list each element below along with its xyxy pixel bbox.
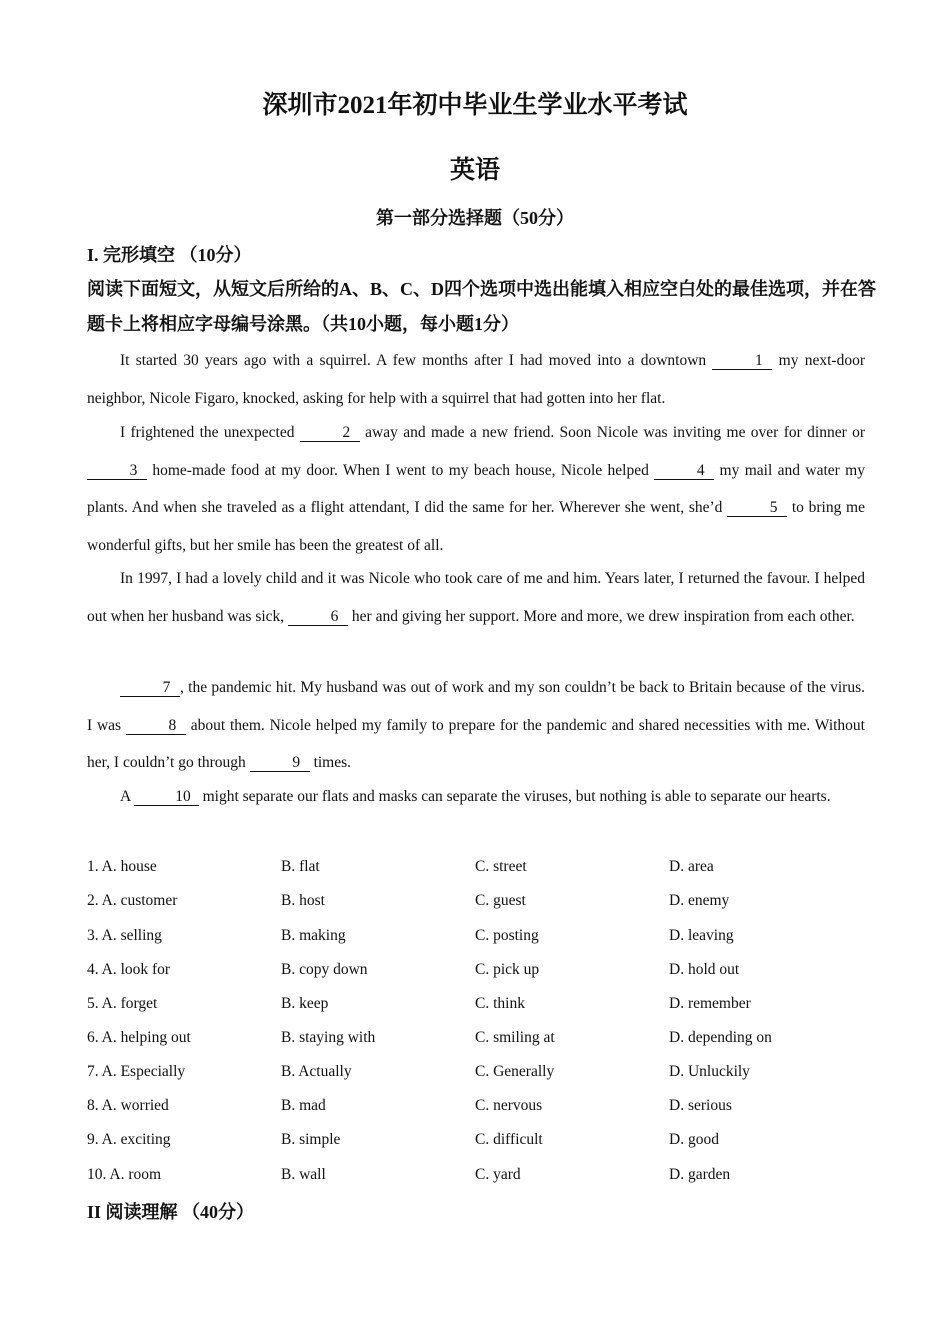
option-c: C. yard <box>475 1166 521 1183</box>
option-d: D. remember <box>669 995 751 1012</box>
option-row-7 <box>87 1063 867 1085</box>
option-d: D. serious <box>669 1097 732 1114</box>
passage-text: A <box>120 788 135 805</box>
option-c: C. Generally <box>475 1063 555 1080</box>
option-row-4 <box>87 961 867 983</box>
subject-title: 英语 <box>449 157 500 184</box>
option-a: 6. A. helping out <box>87 1029 191 1046</box>
option-b: B. flat <box>281 858 320 875</box>
option-a: 7. A. Especially <box>87 1063 186 1080</box>
option-d: D. hold out <box>669 961 740 978</box>
option-c: C. difficult <box>475 1131 543 1148</box>
option-c: C. smiling at <box>475 1029 555 1046</box>
passage-text: times. <box>309 754 352 771</box>
blank-1: 1 <box>712 353 772 370</box>
option-a: 4. A. look for <box>87 961 171 978</box>
passage-paragraph-4 <box>87 669 865 782</box>
passage-text: I frightened the unexpected <box>120 424 300 441</box>
option-a: 2. A. customer <box>87 892 178 909</box>
passage-text: about them. Nicole helped my family to prepare for the pandemic and shared necessities with me. Without her, I couldn’t go through <box>87 716 865 771</box>
passage-text: her and giving her support. More and more, we drew inspiration from each other. <box>348 607 855 625</box>
option-d: D. good <box>669 1131 719 1148</box>
blank-2: 2 <box>300 425 360 442</box>
option-c: C. posting <box>475 927 539 944</box>
option-row-5 <box>87 995 867 1017</box>
blank-7: 7 <box>120 680 180 697</box>
option-c: C. street <box>475 858 527 875</box>
blank-8: 8 <box>126 718 186 735</box>
blank-6: 6 <box>288 609 348 626</box>
option-d: D. depending on <box>669 1029 772 1046</box>
option-d: D. garden <box>669 1166 731 1183</box>
passage-text: might separate our flats and masks can separate the viruses, but nothing is able to separate our hearts. <box>198 788 831 805</box>
passage-text: to bring me wonderful gifts, but her smile has been the greatest of all. <box>87 499 865 554</box>
option-row-8 <box>87 1097 867 1119</box>
passage-text: In 1997, I had a lovely child and it was Nicole who took care of me and him. Years later, I returned the favour. I helped out when her husband was sick, <box>87 570 865 625</box>
passage-text: my mail and water my plants. And when she traveled as a flight attendant, I did the same for her. Wherever she went, she’d <box>87 461 865 516</box>
passage-paragraph-3 <box>87 560 865 635</box>
blank-3: 3 <box>87 463 147 480</box>
option-row-10 <box>87 1166 867 1188</box>
passage-text: my next-door neighbor, Nicole Figaro, knocked, asking for help with a squirrel that had gotten into her flat. <box>87 352 865 407</box>
option-a: 9. A. exciting <box>87 1131 171 1148</box>
passage-paragraph-5 <box>87 778 865 816</box>
option-b: B. wall <box>281 1166 326 1183</box>
option-b: B. simple <box>281 1131 341 1148</box>
option-a: 1. A. house <box>87 858 157 875</box>
passage-text: home-made food at my door. When I went to my beach house, Nicole helped <box>147 461 655 479</box>
passage-paragraph-1 <box>87 342 865 417</box>
option-c: C. nervous <box>475 1097 543 1114</box>
exam-title: 深圳市2021年初中毕业生学业水平考试 <box>262 92 688 119</box>
blank-4: 4 <box>654 463 714 480</box>
option-b: B. making <box>281 927 346 944</box>
option-b: B. Actually <box>281 1063 352 1080</box>
option-b: B. mad <box>281 1097 326 1114</box>
passage-text: away and made a new friend. Soon Nicole was inviting me over for dinner or <box>359 424 866 441</box>
section1-instruction: 阅读下面短文，从短文后所给的A、B、C、D四个选项中选出能填入相应空白处的最佳选项，并在答题卡上将相应字母编号涂黑。（共10小题，每小题1分） <box>87 279 876 334</box>
option-row-1 <box>87 858 867 880</box>
option-d: D. leaving <box>669 927 734 944</box>
blank-9: 9 <box>250 755 310 772</box>
option-a: 5. A. forget <box>87 995 158 1012</box>
option-b: B. keep <box>281 995 329 1012</box>
option-d: D. area <box>669 858 714 875</box>
option-a: 8. A. worried <box>87 1097 169 1114</box>
option-b: B. staying with <box>281 1029 376 1046</box>
option-b: B. copy down <box>281 961 368 978</box>
passage-text: It started 30 years ago with a squirrel. A few months after I had moved into a downtown <box>120 352 713 369</box>
option-c: C. pick up <box>475 961 540 978</box>
section1-heading: I. 完形填空 （10分） <box>87 245 252 265</box>
passage-paragraph-2 <box>87 414 865 564</box>
option-a: 3. A. selling <box>87 927 162 944</box>
option-c: C. think <box>475 995 525 1012</box>
option-d: D. Unluckily <box>669 1063 750 1080</box>
option-c: C. guest <box>475 892 526 909</box>
option-row-9 <box>87 1131 867 1153</box>
option-a: 10. A. room <box>87 1166 162 1183</box>
option-row-2 <box>87 892 867 914</box>
blank-5: 5 <box>727 500 787 517</box>
option-b: B. host <box>281 892 325 909</box>
option-row-3 <box>87 927 867 949</box>
blank-10: 10 <box>134 789 199 806</box>
section2-heading: II 阅读理解 （40分） <box>87 1202 255 1222</box>
option-d: D. enemy <box>669 892 730 909</box>
option-row-6 <box>87 1029 867 1051</box>
part-heading: 第一部分选择题（50分） <box>376 208 574 228</box>
passage-text: , the pandemic hit. My husband was out of work and my son couldn’t be back to Britain because of the virus. I was <box>87 679 865 734</box>
